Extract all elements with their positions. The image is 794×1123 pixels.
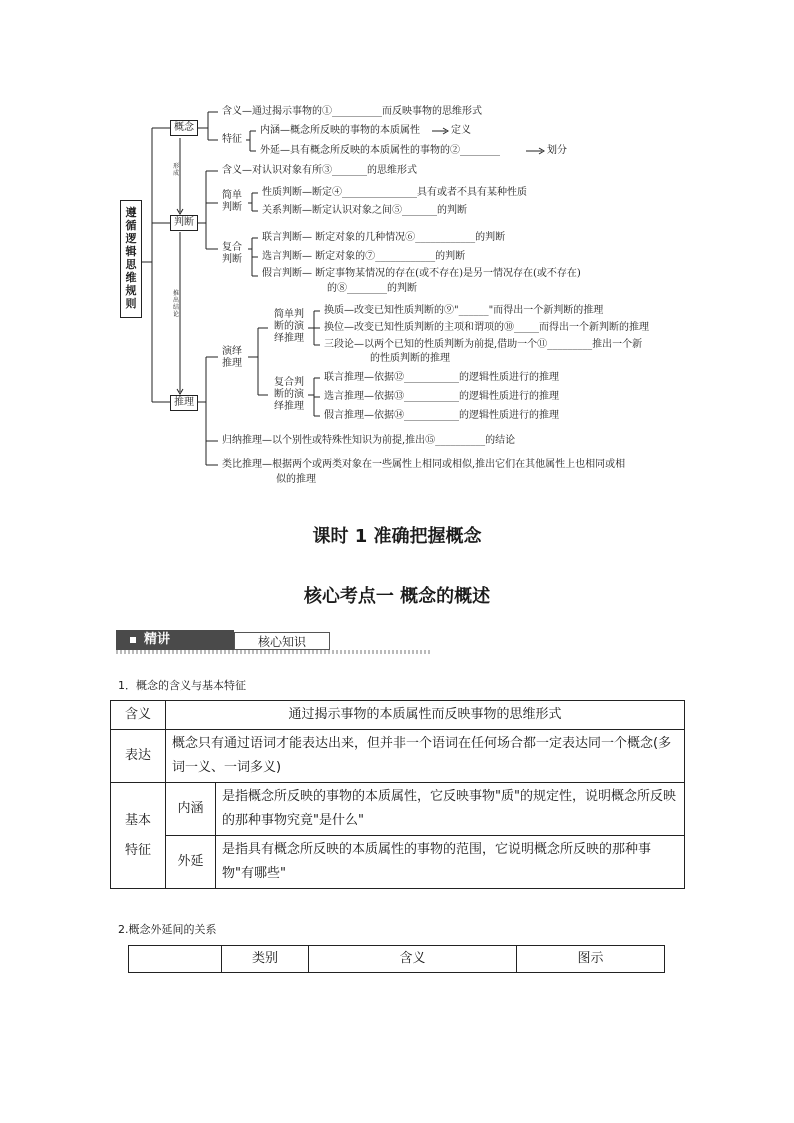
reasoning-s2: 换位—改变已知性质判断的主项和谓项的⑩_____而得出一个新判断的推理	[324, 322, 649, 333]
judgment-compound-3: 假言判断— 断定事物某情况的存在(或不存在)是另一情况存在(或不存在)	[262, 268, 581, 279]
table-row	[111, 836, 685, 889]
concept-extension-result: 划分	[547, 145, 567, 156]
reasoning-s1: 换质—改变已知性质判断的⑨"______"而得出一个新判断的推理	[324, 305, 604, 316]
reasoning-simple-label: 简单判断的演绎推理	[274, 309, 304, 344]
square-icon	[130, 637, 136, 643]
table-cell: 含义	[309, 946, 517, 973]
table-cell: 是指具有概念所反映的本质属性的事物的范围，它说明概念所反映的那种事物"有哪些"	[216, 836, 685, 889]
core-point-title: 核心考点一 概念的概述	[303, 586, 491, 607]
judgment-compound-2: 选言判断— 断定对象的⑦____________的判断	[262, 251, 466, 262]
table-row	[111, 730, 685, 783]
table-cell	[129, 946, 222, 973]
table-row	[129, 946, 665, 973]
judgment-simple-2: 关系判断—断定认识对象之间⑤_______的判断	[262, 205, 467, 216]
extension-relation-table	[128, 945, 665, 973]
table-cell: 图示	[517, 946, 665, 973]
reasoning-s3: 三段论—以两个已知的性质判断为前提,借助一个⑪_________推出一个新	[324, 339, 643, 350]
link-conclude-label: 推出结论	[172, 290, 179, 318]
judgment-compound-label: 复合判断	[222, 242, 242, 265]
reasoning-analogy-cont: 似的推理	[276, 474, 316, 485]
concept-meaning: 含义—通过揭示事物的①__________而反映事物的思维形式	[222, 106, 482, 117]
link-form-label: 形成	[172, 163, 179, 177]
concept-extension: 外延—具有概念所反映的本质属性的事物的②________	[260, 145, 500, 156]
section-banner	[116, 630, 430, 654]
concept-table	[110, 700, 685, 889]
reasoning-analogy: 类比推理—根据两个或两类对象在一些属性上相同或相似,推出它们在其他属性上也相同或相	[222, 459, 626, 470]
table-row	[111, 783, 685, 836]
judgment-compound-3-cont: 的⑧________的判断	[327, 283, 417, 294]
judgment-meaning: 含义—对认识对象有所③_______的思维形式	[222, 165, 417, 176]
reasoning-c3: 假言推理—依据⑭___________的逻辑性质进行的推理	[324, 410, 559, 421]
section-1-heading: 1．概念的含义与基本特征	[118, 679, 246, 692]
table-row	[111, 701, 685, 730]
lesson-title: 课时 1 准确把握概念	[312, 526, 482, 547]
judgment-simple-1: 性质判断—断定④_______________具有或者不具有某种性质	[262, 187, 527, 198]
concept-feature-label: 特征	[222, 134, 242, 145]
table-cell: 是指概念所反映的事物的本质属性，它反映事物"质"的规定性，说明概念所反映的那种事物究竟"是什么"	[216, 783, 685, 836]
table-cell: 内涵	[166, 783, 216, 836]
banner-light: 核心知识	[234, 632, 330, 650]
judgment-compound-1: 联言判断— 断定对象的几种情况⑥____________的判断	[262, 232, 506, 243]
table-cell: 外延	[166, 836, 216, 889]
concept-node: 概念	[170, 120, 198, 136]
reasoning-inductive: 归纳推理—以个别性或特殊性知识为前提,推出⑮__________的结论	[222, 435, 516, 446]
reasoning-compound-label: 复合判断的演绎推理	[274, 377, 304, 412]
table-cell: 表达	[111, 730, 166, 783]
table-cell: 基本特征	[111, 783, 166, 889]
table-cell: 类别	[222, 946, 309, 973]
table-cell: 概念只有通过语词才能表达出来，但并非一个语词在任何场合都一定表达同一个概念(多词一义、一词多义)	[166, 730, 685, 783]
concept-intension: 内涵—概念所反映的事物的本质属性	[260, 125, 420, 136]
banner-dark: 精讲	[116, 630, 234, 650]
table-cell: 通过揭示事物的本质属性而反映事物的思维形式	[166, 701, 685, 730]
table-cell: 含义	[111, 701, 166, 730]
root-node: 遵循逻辑思维规则	[120, 200, 142, 318]
reasoning-node: 推理	[170, 395, 198, 411]
reasoning-c2: 选言推理—依据⑬___________的逻辑性质进行的推理	[324, 391, 559, 402]
judgment-simple-label: 简单判断	[222, 190, 242, 213]
reasoning-s3-cont: 的性质判断的推理	[370, 353, 450, 364]
section-2-heading: 2.概念外延间的关系	[118, 923, 217, 936]
reasoning-c1: 联言推理—依据⑫___________的逻辑性质进行的推理	[324, 372, 559, 383]
concept-intension-result: 定义	[451, 125, 471, 136]
banner-stripe	[116, 650, 430, 654]
judgment-node: 判断	[170, 215, 198, 231]
reasoning-deductive-label: 演绎推理	[222, 346, 242, 369]
